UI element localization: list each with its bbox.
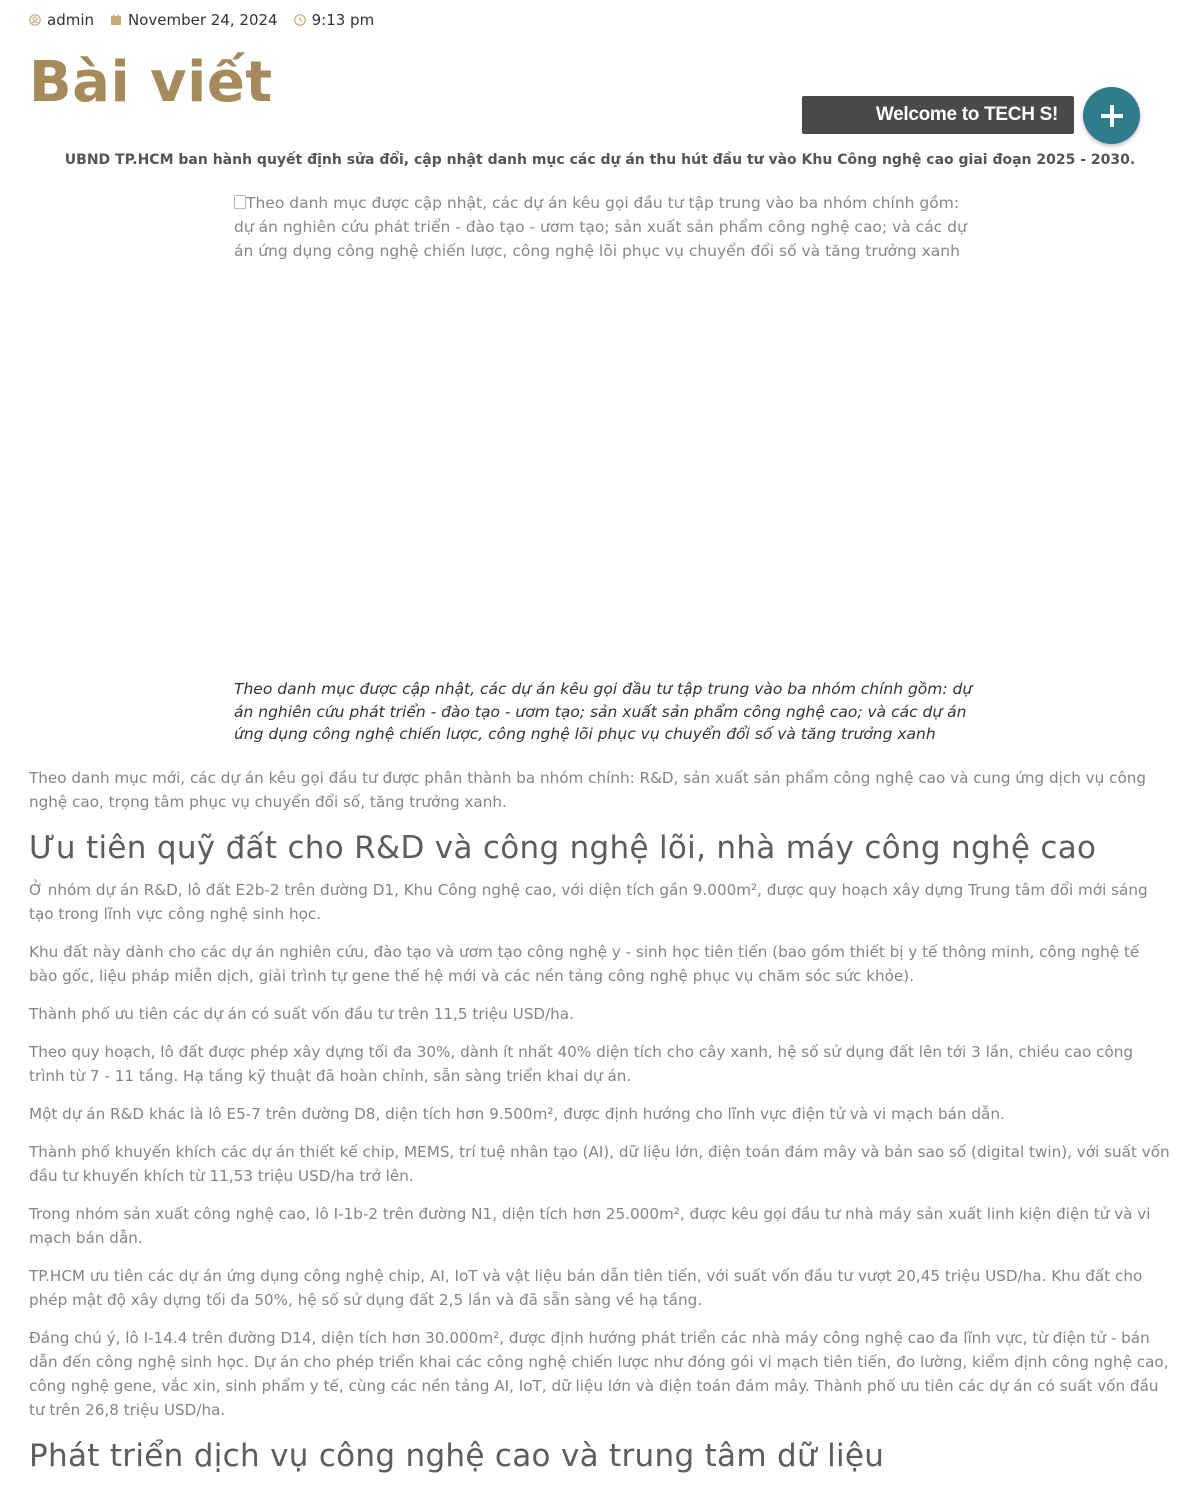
- section-heading: Ưu tiên quỹ đất cho R&D và công nghệ lõi, nhà máy công nghệ cao: [29, 830, 1097, 866]
- article-subtitle: UBND TP.HCM ban hành quyết định sửa đổi, cập nhật danh mục các dự án thu hút đầu tư vào Khu Công nghệ cao giai đoạn 2025 - 2030.: [64, 152, 1136, 168]
- article-paragraph: TP.HCM ưu tiên các dự án ứng dụng công nghệ chip, AI, IoT và vật liệu bán dẫn tiên tiến, với suất vốn đầu tư vượt 20,45 triệu USD/ha. Khu đất cho phép mật độ xây dựng tối đa 50%, hệ số sử dụng đất 2,5 lần và đã sẵn sàng về hạ tầng.: [29, 1267, 1143, 1309]
- article-paragraph: Đáng chú ý, lô I-14.4 trên đường D14, diện tích hơn 30.000m², được định hướng phát triển các nhà máy công nghệ cao đa lĩnh vực, từ điện tử - bán dẫn đến công nghệ sinh học. Dự án cho phép triển khai các công nghệ chiến lược như đóng gói vi mạch tiên tiến, đo lường, kiểm định công nghệ cao, công nghệ gene, vắc xin, sinh phẩm y tế, cùng các nền tảng AI, IoT, dữ liệu lớn và điện toán đám mây. Thành phố ưu tiên các dự án có suất vốn đầu tư trên 26,8 triệu USD/ha.: [29, 1329, 1169, 1419]
- clock-icon: [294, 14, 306, 26]
- article-paragraph: Khu đất này dành cho các dự án nghiên cứu, đào tạo và ươm tạo công nghệ y - sinh học tiên tiến (bao gồm thiết bị y tế thông minh, công nghệ tế bào gốc, liệu pháp miễn dịch, giải trình tự gene thế hệ mới và các nền tảng công nghệ phục vụ chăm sóc sức khỏe).: [29, 943, 1140, 985]
- post-meta: [29, 11, 390, 29]
- image-caption: Theo danh mục được cập nhật, các dự án kêu gọi đầu tư tập trung vào ba nhóm chính gồm: dự án nghiên cứu phát triển - đào tạo - ươm tạo; sản xuất sản phẩm công nghệ cao; và các dự án ứng dụng công nghệ chiến lược, công nghệ lõi phục vụ chuyển đổi số và tăng trưởng xanh: [234, 680, 973, 743]
- time-meta: [294, 11, 375, 29]
- article-paragraph: Ở nhóm dự án R&D, lô đất E2b-2 trên đường D1, Khu Công nghệ cao, với diện tích gần 9.000m², được quy hoạch xây dựng Trung tâm đổi mới sáng tạo trong lĩnh vực công nghệ sinh học.: [29, 881, 1148, 923]
- article-paragraph: Thành phố ưu tiên các dự án có suất vốn đầu tư trên 11,5 triệu USD/ha.: [29, 1005, 574, 1023]
- article-paragraph: Trong nhóm sản xuất công nghệ cao, lô I-1b-2 trên đường N1, diện tích hơn 25.000m², được kêu gọi đầu tư nhà máy sản xuất linh kiện điện tử và vi mạch bán dẫn.: [29, 1205, 1151, 1247]
- section-heading: Phát triển dịch vụ công nghệ cao và trung tâm dữ liệu: [29, 1438, 885, 1474]
- date-meta[interactable]: [110, 11, 278, 29]
- page-title: Bài viết: [29, 50, 273, 115]
- user-icon: [29, 14, 41, 26]
- broken-image-icon: [234, 195, 246, 209]
- image-alt-text: Theo danh mục được cập nhật, các dự án kêu gọi đầu tư tập trung vào ba nhóm chính gồm: dự án nghiên cứu phát triển - đào tạo - ươm tạo; sản xuất sản phẩm công nghệ cao; và các dự án ứng dụng công nghệ chiến lược, công nghệ lõi phục vụ chuyển đổi số và tăng trưởng xanh: [234, 194, 967, 260]
- article-paragraph: Theo danh mục mới, các dự án kêu gọi đầu tư được phân thành ba nhóm chính: R&D, sản xuất sản phẩm công nghệ cao và cung ứng dịch vụ công nghệ cao, trọng tâm phục vụ chuyển đổi số, tăng trưởng xanh.: [29, 769, 1147, 811]
- calendar-icon: [110, 14, 122, 26]
- plus-icon: [1099, 103, 1125, 129]
- add-button[interactable]: [1083, 87, 1140, 144]
- author-name[interactable]: admin: [47, 11, 94, 29]
- welcome-text: Welcome to TECH S!: [875, 104, 1058, 125]
- article-paragraph: Thành phố khuyến khích các dự án thiết kế chip, MEMS, trí tuệ nhân tạo (AI), dữ liệu lớn, điện toán đám mây và bản sao số (digital twin), với suất vốn đầu tư khuyến khích từ 11,53 triệu USD/ha trở lên.: [29, 1143, 1170, 1185]
- article-body: [29, 766, 1171, 1486]
- welcome-banner[interactable]: [802, 96, 1074, 134]
- article-paragraph: Theo quy hoạch, lô đất được phép xây dựng tối đa 30%, dành ít nhất 40% diện tích cho cây xanh, hệ số sử dụng đất lên tới 3 lần, chiều cao công trình từ 7 - 11 tầng. Hạ tầng kỹ thuật đã hoàn chỉnh, sẵn sàng triển khai dự án.: [29, 1043, 1134, 1085]
- author-meta[interactable]: [29, 11, 94, 29]
- post-date[interactable]: November 24, 2024: [128, 11, 278, 29]
- article-image: [234, 191, 974, 263]
- post-time: 9:13 pm: [311, 11, 375, 29]
- article-paragraph: Một dự án R&D khác là lô E5-7 trên đường D8, diện tích hơn 9.500m², được định hướng cho lĩnh vực điện tử và vi mạch bán dẫn.: [29, 1105, 1005, 1123]
